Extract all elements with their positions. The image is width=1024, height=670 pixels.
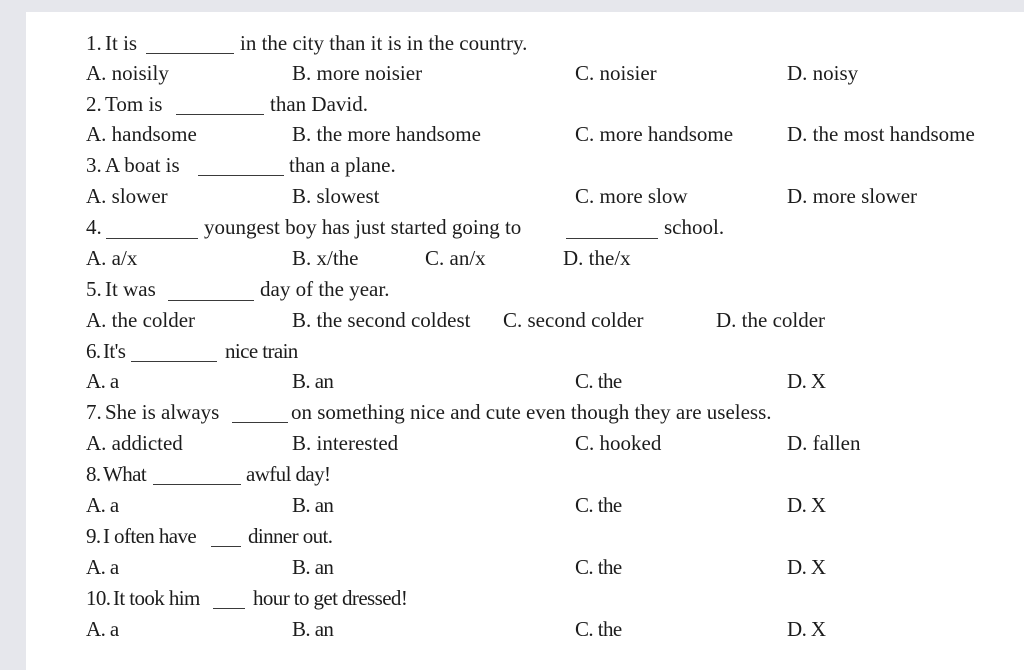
question-number: 4. — [86, 215, 102, 239]
question-text-after: dinner out. — [248, 524, 333, 548]
question-text-before: Tom is — [105, 92, 163, 116]
option-c: C. the — [575, 617, 622, 641]
question-text-before: It was — [105, 277, 156, 301]
option-a: A. a — [86, 493, 119, 517]
answer-blank — [168, 300, 254, 301]
option-d: D. X — [787, 617, 826, 641]
option-a: A. handsome — [86, 122, 197, 146]
option-d: D. the most handsome — [787, 122, 975, 146]
answer-blank — [213, 608, 245, 609]
option-b: B. interested — [292, 431, 399, 455]
question-text-before: She is always — [105, 400, 220, 424]
answer-blank-1 — [106, 238, 198, 239]
answer-blank — [153, 484, 241, 485]
question-number: 1. — [86, 31, 102, 55]
question-number: 2. — [86, 92, 102, 116]
answer-blank — [211, 546, 241, 547]
option-d: D. noisy — [787, 61, 859, 85]
option-a: A. addicted — [86, 431, 183, 455]
option-a: A. a — [86, 617, 119, 641]
question-text-before: It is — [105, 31, 138, 55]
option-d: D. the/x — [563, 246, 631, 270]
answer-blank — [232, 422, 288, 423]
question-number: 8. — [86, 462, 101, 486]
option-b: B. more noisier — [292, 61, 423, 85]
option-a: A. slower — [86, 184, 168, 208]
question-text-after: in the city than it is in the country. — [240, 31, 528, 55]
question-text-after: day of the year. — [260, 277, 390, 301]
question-text-middle: youngest boy has just started going to — [204, 215, 522, 239]
option-c: C. more slow — [575, 184, 688, 208]
option-d: D. X — [787, 555, 826, 579]
question-number: 5. — [86, 277, 102, 301]
question-text-after: hour to get dressed! — [253, 586, 408, 610]
option-a: A. a — [86, 555, 119, 579]
option-a: A. the colder — [86, 308, 196, 332]
answer-blank — [131, 361, 217, 362]
question-number: 7. — [86, 400, 102, 424]
option-b: B. an — [292, 369, 334, 393]
answer-blank-2 — [566, 238, 658, 239]
question-text-before: It's — [103, 339, 126, 363]
answer-blank — [176, 114, 264, 115]
option-b: B. the second coldest — [292, 308, 471, 332]
question-text-before: What — [103, 462, 147, 486]
option-d: D. more slower — [787, 184, 918, 208]
question-text-after: than David. — [270, 92, 368, 116]
question-text-before: It took him — [113, 586, 200, 610]
question-number: 3. — [86, 153, 102, 177]
option-c: C. noisier — [575, 61, 657, 85]
option-a: A. a/x — [86, 246, 138, 270]
option-b: B. an — [292, 617, 334, 641]
answer-blank — [146, 53, 234, 54]
option-d: D. the colder — [716, 308, 826, 332]
option-a: A. a — [86, 369, 119, 393]
option-c: C. second colder — [503, 308, 644, 332]
question-text-after: school. — [664, 215, 725, 239]
option-c: C. the — [575, 555, 622, 579]
question-number: 9. — [86, 524, 101, 548]
option-c: C. the — [575, 369, 622, 393]
option-b: B. x/the — [292, 246, 359, 270]
question-number: 6. — [86, 339, 101, 363]
question-text-after: on something nice and cute even though they are useless. — [291, 400, 772, 424]
question-text-after: awful day! — [246, 462, 331, 486]
option-b: B. an — [292, 555, 334, 579]
option-c: C. hooked — [575, 431, 662, 455]
answer-blank — [198, 175, 284, 176]
option-c: C. an/x — [425, 246, 486, 270]
question-text-before: A boat is — [105, 153, 180, 177]
question-text-after: nice train — [225, 339, 298, 363]
option-c: C. the — [575, 493, 622, 517]
option-d: D. X — [787, 493, 826, 517]
option-d: D. fallen — [787, 431, 861, 455]
question-number: 10. — [86, 586, 111, 610]
option-a: A. noisily — [86, 61, 169, 85]
question-text-before: I often have — [103, 524, 197, 548]
option-b: B. an — [292, 493, 334, 517]
option-c: C. more handsome — [575, 122, 734, 146]
question-text-after: than a plane. — [289, 153, 396, 177]
option-d: D. X — [787, 369, 826, 393]
option-b: B. the more handsome — [292, 122, 481, 146]
option-b: B. slowest — [292, 184, 380, 208]
